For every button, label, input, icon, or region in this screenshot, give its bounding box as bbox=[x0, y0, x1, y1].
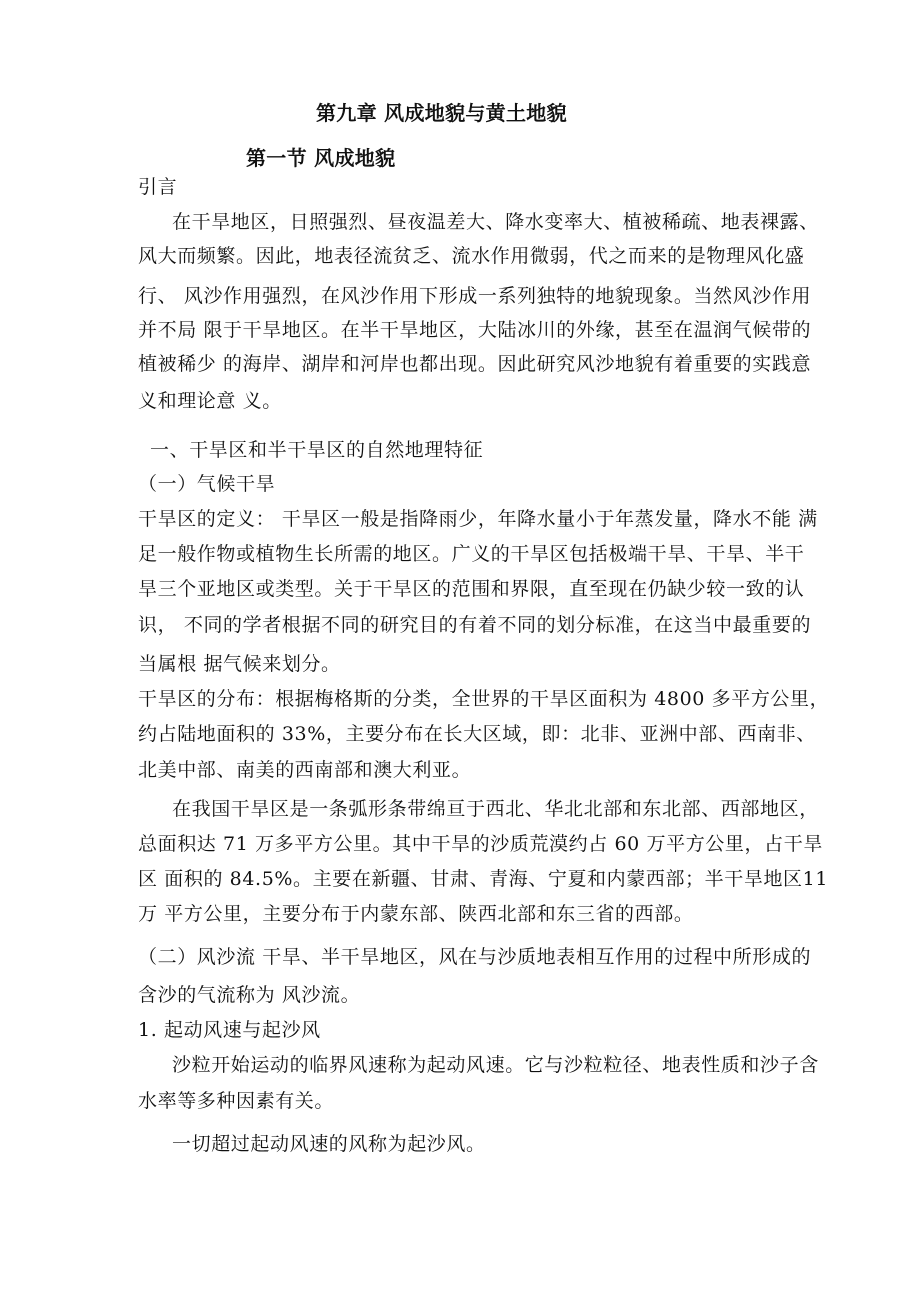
paragraph-line: 识， 不同的学者根据不同的研究目的有着不同的划分标准，在这当中最重要的 bbox=[138, 614, 812, 636]
paragraph-line: 万 平方公里，主要分布于内蒙东部、陕西北部和东三省的西部。 bbox=[138, 903, 694, 925]
paragraph-line: 风大而频繁。因此，地表径流贫乏、流水作用微弱，代之而来的是物理风化盛 bbox=[138, 245, 805, 267]
paragraph-line: 约占陆地面积的 33%，主要分布在长大区域，即：北非、亚洲中部、西南非、 bbox=[138, 723, 816, 745]
paragraph-line: 区 面积的 84.5%。主要在新疆、甘肃、青海、宁夏和内蒙西部；半干旱地区11 bbox=[138, 868, 829, 890]
paragraph-line: 北美中部、南美的西南部和澳大利亚。 bbox=[138, 759, 472, 781]
paragraph-line: 含沙的气流称为 风沙流。 bbox=[138, 984, 361, 1006]
numbered-item-title: 1. 起动风速与起沙风 bbox=[138, 1019, 321, 1041]
paragraph-line: 一切超过起动风速的风称为起沙风。 bbox=[172, 1133, 486, 1155]
paragraph-line: 在我国干旱区是一条弧形条带绵亘于西北、华北北部和东北部、西部地区， bbox=[172, 798, 819, 820]
paragraph-line: 当属根 据气候来划分。 bbox=[138, 653, 341, 675]
section-title: 第一节 风成地貌 bbox=[246, 146, 396, 170]
paragraph-line: 行、 风沙作用强烈，在风沙作用下形成一系列独特的地貌现象。当然风沙作用 bbox=[138, 285, 812, 307]
subheading-1: （一）气候干旱 bbox=[138, 473, 276, 495]
paragraph-line: 在干旱地区，日照强烈、昼夜温差大、降水变率大、植被稀疏、地表裸露、 bbox=[172, 211, 819, 233]
paragraph-line: 足一般作物或植物生长所需的地区。广义的干旱区包括极端干旱、干旱、半干 bbox=[138, 543, 805, 565]
paragraph-line: 干旱区的定义： 干旱区一般是指降雨少，年降水量小于年蒸发量，降水不能 满 bbox=[138, 508, 818, 530]
paragraph-line: 干旱区的分布：根据梅格斯的分类，全世界的干旱区面积为 4800 多平方公里， bbox=[138, 688, 830, 710]
intro-label: 引言 bbox=[138, 176, 178, 198]
paragraph-line: 总面积达 71 万多平方公里。其中干旱的沙质荒漠约占 60 万平方公里，占干旱 bbox=[138, 833, 823, 855]
paragraph-line: （二）风沙流 干旱、半干旱地区，风在与沙质地表相互作用的过程中所形成的 bbox=[138, 946, 812, 968]
paragraph-line: 并不局 限于干旱地区。在半干旱地区，大陆冰川的外缘，甚至在温润气候带的 bbox=[138, 319, 812, 341]
paragraph-line: 义和理论意 义。 bbox=[138, 390, 282, 412]
paragraph-line: 旱三个亚地区或类型。关于干旱区的范围和界限，直至现在仍缺少较一致的认 bbox=[138, 578, 805, 600]
chapter-title: 第九章 风成地貌与黄土地貌 bbox=[316, 101, 567, 125]
heading-1: 一、干旱区和半干旱区的自然地理特征 bbox=[150, 439, 484, 461]
paragraph-line: 植被稀少 的海岸、湖岸和河岸也都出现。因此研究风沙地貌有着重要的实践意 bbox=[138, 353, 812, 375]
paragraph-line: 水率等多种因素有关。 bbox=[138, 1090, 335, 1112]
paragraph-line: 沙粒开始运动的临界风速称为起动风速。它与沙粒粒径、地表性质和沙子含 bbox=[172, 1054, 819, 1076]
